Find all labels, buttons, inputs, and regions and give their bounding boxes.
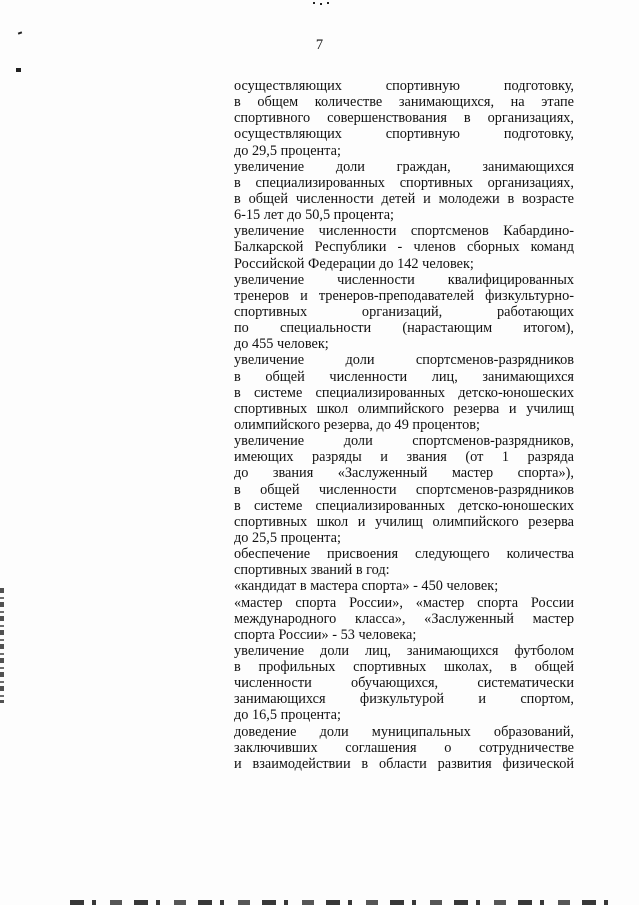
text-line: спортивных званий в год: [234, 562, 390, 579]
text-line: «кандидат в мастера спорта» - 450 человек; [234, 578, 499, 595]
text-line: спорта России» - 53 человека; [234, 626, 417, 643]
text-line: доведение доли муниципальных образований, [234, 723, 574, 740]
text-line: олимпийского резерва, до 49 процентов; [234, 416, 480, 433]
text-line: Российской Федерации до 142 человек; [234, 255, 474, 272]
text-line: численности обучающихся, систематически [234, 675, 574, 692]
text-line: тренеров и тренеров-преподавателей физкультурно- [234, 287, 574, 304]
text-line: в общем количестве занимающихся, на этапе [234, 94, 574, 111]
text-line: по специальности (нарастающим итогом), [234, 320, 574, 337]
text-line: заключивших соглашения о сотрудничестве [234, 739, 574, 756]
scan-artifact [320, 3, 322, 5]
scan-artifact [18, 31, 22, 34]
scan-artifact [327, 2, 329, 4]
text-line: спортивных школ и училищ олимпийского резерва [234, 513, 574, 530]
text-line: в профильных спортивных школах, в общей [234, 659, 574, 676]
text-line: и взаимодействии в области развития физической [234, 755, 574, 772]
text-line: обеспечение присвоения следующего количества [234, 546, 574, 563]
text-line: занимающихся физкультурой и спортом, [234, 691, 574, 708]
text-line: имеющих разряды и звания (от 1 разряда [234, 449, 574, 466]
text-line: увеличение доли лиц, занимающихся футболом [234, 642, 574, 659]
text-line: увеличение доли граждан, занимающихся [234, 158, 574, 175]
scan-artifact [313, 2, 315, 4]
text-line: в общей численности детей и молодежи в возрасте [234, 190, 574, 207]
text-line: до 16,5 процента; [234, 707, 341, 724]
text-line: спортивных организаций, работающих [234, 303, 574, 320]
text-line: до 25,5 процента; [234, 529, 341, 546]
text-line: до 455 человек; [234, 336, 329, 353]
page-number: 7 [315, 37, 324, 53]
text-line: 6-15 лет до 50,5 процента; [234, 207, 395, 224]
scan-artifact [16, 68, 21, 72]
text-line: Балкарской Республики - членов сборных команд [234, 239, 574, 256]
text-line: в общей численности лиц, занимающихся [234, 368, 574, 385]
text-line: международного класса», «Заслуженный мастер [234, 610, 574, 627]
text-line: «мастер спорта России», «мастер спорта России [234, 594, 574, 611]
text-line: в специализированных спортивных организациях, [234, 174, 574, 191]
text-line: увеличение численности спортсменов Кабардино- [234, 223, 574, 240]
text-line: осуществляющих спортивную подготовку, [234, 126, 574, 143]
text-line: увеличение численности квалифицированных [234, 271, 574, 288]
text-line: в общей численности спортсменов-разрядников [234, 481, 574, 498]
text-line: до звания «Заслуженный мастер спорта»), [234, 465, 574, 482]
text-line: осуществляющих спортивную подготовку, [234, 78, 574, 94]
scan-edge-artifact [70, 900, 610, 905]
text-line: спортивного совершенствования в организациях, [234, 110, 574, 127]
text-line: спортивных школ олимпийского резерва и училищ [234, 400, 574, 417]
text-line: до 29,5 процента; [234, 142, 341, 159]
text-line: увеличение доли спортсменов-разрядников, [234, 433, 574, 450]
text-line: в системе специализированных детско-юношеских [234, 497, 574, 514]
body-text [234, 78, 574, 772]
text-line: увеличение доли спортсменов-разрядников [234, 352, 574, 369]
scan-edge-artifact [0, 588, 4, 703]
text-line: в системе специализированных детско-юношеских [234, 384, 574, 401]
